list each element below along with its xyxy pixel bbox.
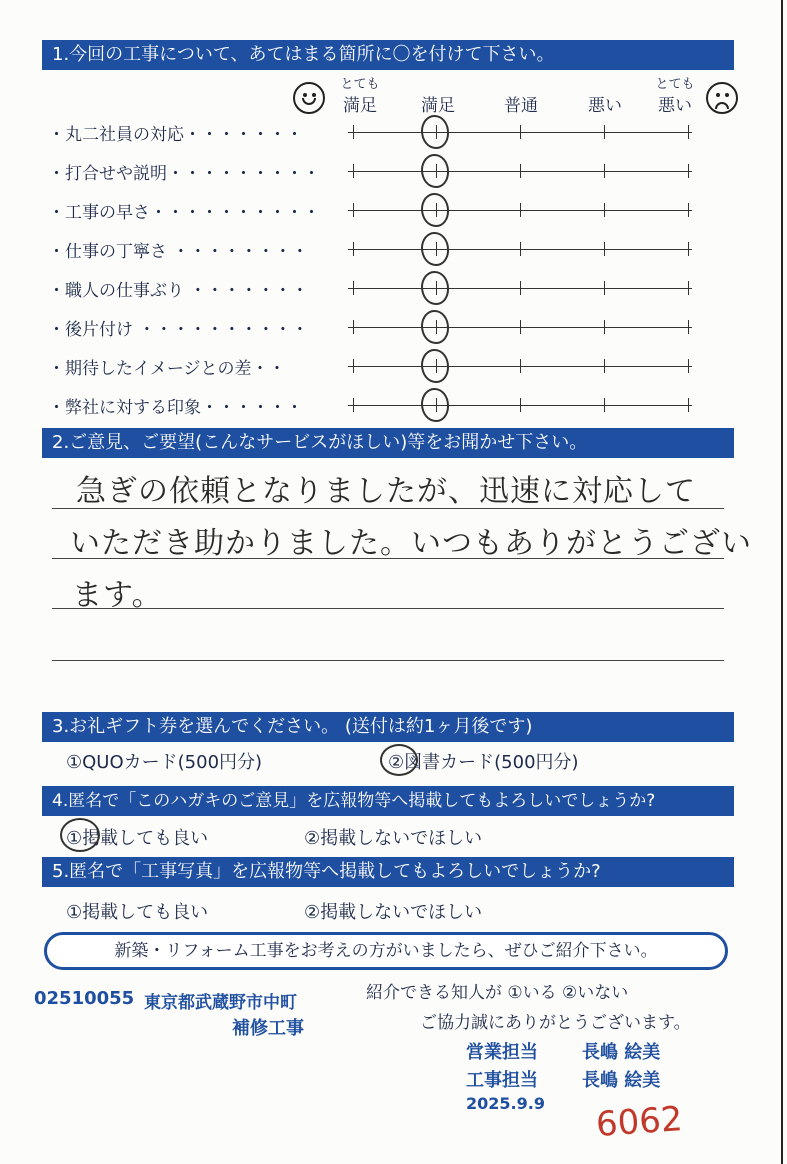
rating-tick[interactable] xyxy=(604,125,605,139)
q1-item-impression: ・弊社に対する印象・・・・・・ xyxy=(48,398,303,418)
q1-title-bar: 1.今回の工事について、あてはまる箇所に〇を付けて下さい。 xyxy=(42,40,734,70)
scale-very-bad: とても 悪い xyxy=(655,77,695,116)
smiley-face-icon xyxy=(293,82,325,114)
comment-line xyxy=(52,660,724,661)
q2-title-bar: 2.ご意見、ご要望(こんなサービスがほしい)等をお聞かせ下さい。 xyxy=(42,428,734,458)
rating-tick[interactable] xyxy=(353,398,354,412)
scale-bad: 悪い xyxy=(588,96,622,116)
sales-name: 長嶋 絵美 xyxy=(582,1042,661,1063)
selected-oval-mark xyxy=(421,232,449,266)
rating-tick[interactable] xyxy=(353,359,354,373)
sad-face-icon xyxy=(706,82,738,114)
selected-oval-mark xyxy=(421,310,449,344)
rating-tick[interactable] xyxy=(353,203,354,217)
handwritten-comment-line: いただき助かりました。いつもありがとうござい xyxy=(70,526,752,561)
scale-very-satisfied: とても 満足 xyxy=(340,77,380,116)
selected-oval-mark xyxy=(421,271,449,305)
rating-tick[interactable] xyxy=(604,164,605,178)
selected-oval-mark xyxy=(421,115,449,149)
rating-tick[interactable] xyxy=(688,398,689,412)
selected-oval-mark xyxy=(421,154,449,188)
sales-label: 営業担当 xyxy=(466,1042,538,1063)
q1-item-care: ・仕事の丁寧さ ・・・・・・・・ xyxy=(48,242,309,262)
customer-address: 東京都武蔵野市中町 xyxy=(144,993,297,1013)
q1-item-staff: ・丸二社員の対応・・・・・・・ xyxy=(48,125,303,145)
rating-tick[interactable] xyxy=(520,281,521,295)
rating-tick[interactable] xyxy=(520,164,521,178)
rating-tick[interactable] xyxy=(604,359,605,373)
rating-tick[interactable] xyxy=(520,398,521,412)
q4-option-allow[interactable]: ①掲載しても良い xyxy=(66,828,209,849)
work-type: 補修工事 xyxy=(232,1018,304,1039)
card-edge xyxy=(781,0,783,1164)
q1-item-cleanup: ・後片付け ・・・・・・・・・・ xyxy=(48,320,309,340)
thanks-text: ご協力誠にありがとうございます。 xyxy=(420,1013,691,1033)
construction-label: 工事担当 xyxy=(466,1070,538,1091)
handwritten-comment-line: 急ぎの依頼となりましたが、迅速に対応して xyxy=(76,474,696,509)
rating-tick[interactable] xyxy=(353,125,354,139)
selected-oval-mark xyxy=(421,388,449,422)
selected-circle-mark xyxy=(60,818,100,852)
rating-tick[interactable] xyxy=(604,398,605,412)
selected-oval-mark xyxy=(421,349,449,383)
rating-tick[interactable] xyxy=(688,281,689,295)
rating-tick[interactable] xyxy=(688,203,689,217)
rating-tick[interactable] xyxy=(353,320,354,334)
referral-banner: 新築・リフォーム工事をお考えの方がいましたら、ぜひご紹介下さい。 xyxy=(44,932,728,970)
q4-title-bar: 4.匿名で「このハガキのご意見」を広報物等へ掲載してもよろしいでしょうか? xyxy=(42,786,734,816)
construction-name: 長嶋 絵美 xyxy=(582,1070,661,1091)
q1-item-craftsmen: ・職人の仕事ぶり ・・・・・・・ xyxy=(48,281,309,301)
selected-oval-mark xyxy=(421,193,449,227)
rating-tick[interactable] xyxy=(688,125,689,139)
rating-tick[interactable] xyxy=(353,164,354,178)
rating-tick[interactable] xyxy=(688,359,689,373)
rating-tick[interactable] xyxy=(353,242,354,256)
rating-tick[interactable] xyxy=(353,281,354,295)
q3-option-quo-card[interactable]: ①QUOカード(500円分) xyxy=(66,752,263,773)
rating-tick[interactable] xyxy=(520,320,521,334)
handwritten-number: 6062 xyxy=(594,1099,684,1145)
q3-title-bar: 3.お礼ギフト券を選んでください。 (送付は約1ヶ月後です) xyxy=(42,712,734,742)
rating-tick[interactable] xyxy=(520,242,521,256)
q1-item-expectation: ・期待したイメージとの差・・ xyxy=(48,359,286,379)
scale-satisfied: 満足 xyxy=(421,96,455,116)
q5-option-deny[interactable]: ②掲載しないでほしい xyxy=(304,902,483,923)
rating-tick[interactable] xyxy=(520,125,521,139)
survey-date: 2025.9.9 xyxy=(466,1094,545,1113)
q4-option-deny[interactable]: ②掲載しないでほしい xyxy=(304,828,483,849)
rating-tick[interactable] xyxy=(688,164,689,178)
rating-tick[interactable] xyxy=(604,281,605,295)
rating-tick[interactable] xyxy=(604,203,605,217)
referral-question: 紹介できる知人が ①いる ②いない xyxy=(366,983,629,1003)
rating-tick[interactable] xyxy=(520,203,521,217)
scale-neutral: 普通 xyxy=(504,96,538,116)
customer-code: 02510055 xyxy=(34,988,135,1009)
rating-tick[interactable] xyxy=(520,359,521,373)
q3-option-book-card[interactable]: ②図書カード(500円分) xyxy=(388,752,579,773)
handwritten-comment-line: ます。 xyxy=(72,578,163,613)
rating-tick[interactable] xyxy=(688,320,689,334)
selected-circle-mark xyxy=(380,744,418,776)
rating-tick[interactable] xyxy=(688,242,689,256)
rating-tick[interactable] xyxy=(604,242,605,256)
rating-tick[interactable] xyxy=(604,320,605,334)
q1-item-speed: ・工事の早さ・・・・・・・・・・ xyxy=(48,203,320,223)
q5-option-allow[interactable]: ①掲載しても良い xyxy=(66,902,209,923)
q5-title-bar: 5.匿名で「工事写真」を広報物等へ掲載してもよろしいでしょうか? xyxy=(42,857,734,887)
q1-item-explanation: ・打合せや説明・・・・・・・・・ xyxy=(48,164,320,184)
